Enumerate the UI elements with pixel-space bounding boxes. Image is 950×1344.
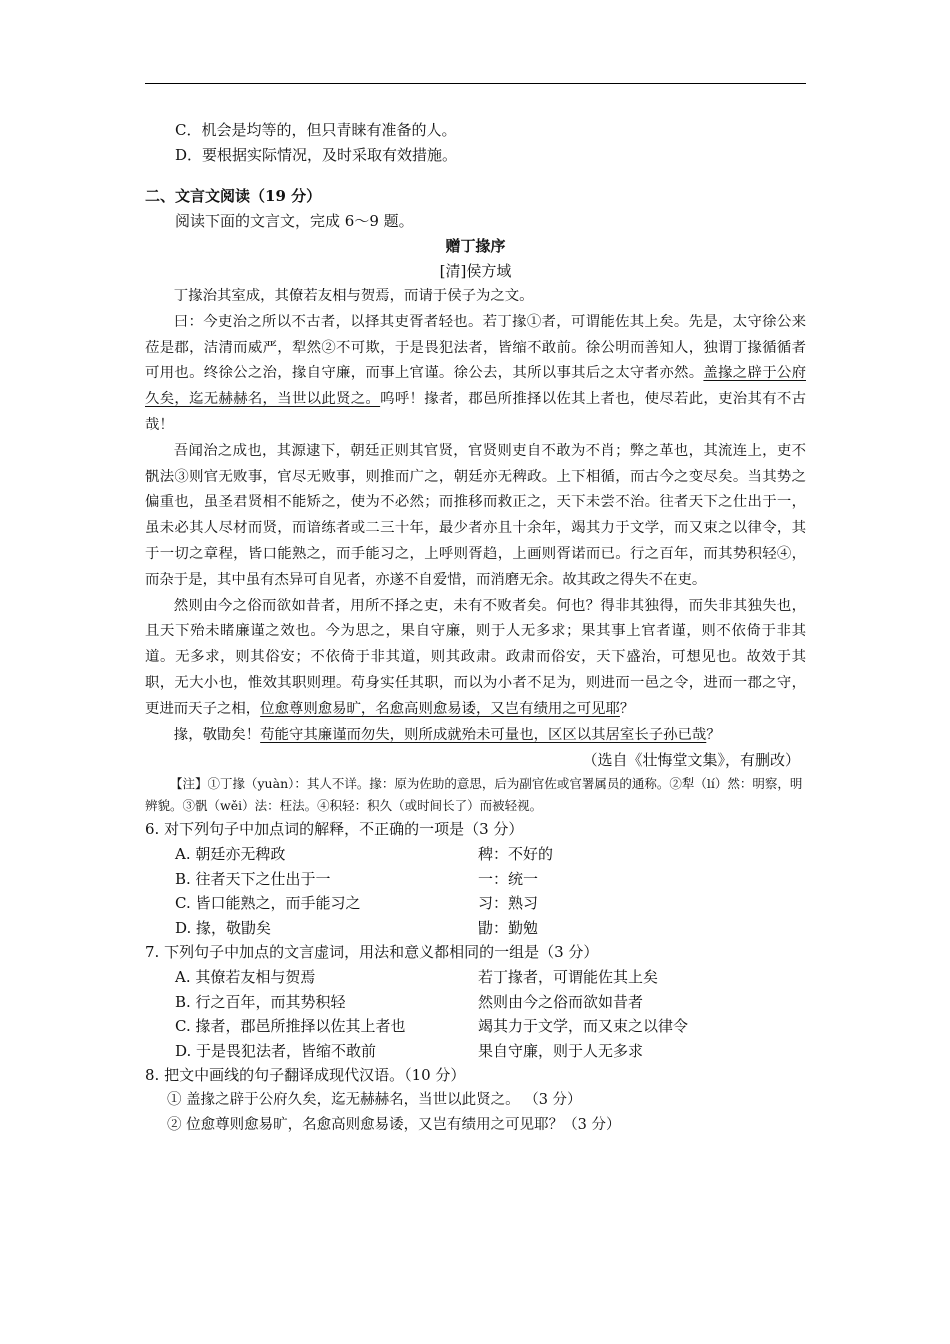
option-right: 然则由今之俗而欲如昔者 bbox=[478, 992, 644, 1011]
question-7-stem: 7. 下列句子中加点的文言虚词，用法和意义都相同的一组是（3 分） bbox=[145, 943, 599, 962]
option-left: D. 于是畏犯法者，皆缩不敢前 bbox=[175, 1041, 377, 1060]
passage-paragraph-5 bbox=[145, 723, 806, 749]
section-heading: 二、文言文阅读（19 分） bbox=[145, 187, 322, 205]
passage-paragraph-2 bbox=[145, 310, 806, 439]
passage-source: （选自《壮悔堂文集》，有删改） bbox=[582, 751, 800, 770]
passage-text: ？ bbox=[619, 700, 635, 717]
underlined-sentence-2: 位愈尊则愈易旷，名愈高则愈易诿，又岂有绩用之可见耶 bbox=[260, 700, 620, 717]
underlined-sentence-3: 苟能守其廉谨而勿失，则所成就殆未可量也，区区以其居室长子孙已哉 bbox=[260, 726, 707, 743]
question-6-option-b bbox=[145, 867, 806, 892]
option-d: D．要根据实际情况，及时采取有效措施。 bbox=[175, 146, 458, 164]
option-left: D. 掾，敬勖矣 bbox=[175, 918, 272, 937]
option-c: C．机会是均等的，但只青睐有准备的人。 bbox=[175, 121, 457, 139]
passage-paragraph-4 bbox=[145, 594, 806, 723]
passage-body bbox=[145, 284, 806, 748]
option-right: 一：统一 bbox=[478, 869, 539, 888]
option-right: 习：熟习 bbox=[478, 894, 539, 913]
option-right: 竭其力于文学，而又束之以律令 bbox=[478, 1017, 689, 1036]
option-left: A. 其僚若友相与贺焉 bbox=[175, 968, 316, 987]
question-8-stem: 8. 把文中画线的句子翻译成现代汉语。（10 分） bbox=[145, 1066, 466, 1085]
question-8-item-1: ① 盖掾之辟于公府久矣，迄无赫赫名，当世以此贤之。 （3 分） bbox=[167, 1092, 582, 1109]
underlined-sentence-1: 盖掾之辟于公府久矣，迄无赫赫名，当世以此贤之。 bbox=[145, 365, 806, 408]
option-left: B. 往者天下之仕出于一 bbox=[175, 869, 331, 888]
passage-paragraph-1: 丁掾治其室成，其僚若友相与贺焉，而请于侯子为之文。 bbox=[173, 288, 534, 304]
passage-text: 掾，敬勖矣！ bbox=[173, 726, 261, 743]
question-8-item-2: ② 位愈尊则愈易旷，名愈高则愈易诿，又岂有绩用之可见耶？（3 分） bbox=[167, 1117, 621, 1134]
passage-title: 赠丁掾序 bbox=[445, 237, 506, 255]
option-left: C. 掾者，郡邑所推择以佐其上者也 bbox=[175, 1017, 406, 1036]
section-instruction: 阅读下面的文言文，完成 6～9 题。 bbox=[175, 212, 414, 230]
option-left: B. 行之百年，而其势积轻 bbox=[175, 992, 346, 1011]
question-7-option-a bbox=[145, 965, 806, 990]
option-right: 勖：勤勉 bbox=[478, 918, 539, 937]
passage-text: ？ bbox=[706, 726, 721, 743]
passage-author: [清]侯方域 bbox=[439, 262, 512, 280]
question-7-option-d bbox=[145, 1039, 806, 1064]
option-left: A. 朝廷亦无稗政 bbox=[175, 845, 286, 864]
question-6-stem: 6. 对下列句子中加点词的解释，不正确的一项是（3 分） bbox=[145, 820, 524, 839]
header-rule bbox=[145, 83, 806, 84]
option-left: C. 皆口能熟之，而手能习之 bbox=[175, 894, 361, 913]
passage-text: 然则由今之俗而欲如昔者，用所不择之吏，未有不败者矣。何也？得非其独得，而失非其独失也，且天下殆未睹廉谨之效也。今为思之，果自守廉，则于人无多求；果其事上官者谨，则不依倚于非其道。无多求，则其俗安；不依倚于非其道，则其政肃。政肃而俗安，天下盛治，可想见也。故效于其职，无大小也，惟效其职则理。苟身实任其职，而以为小者不足为，则进而一邑之令，进而一郡之守，更进而天子之相， bbox=[145, 597, 806, 717]
passage-text: 曰：今吏治之所以不古者，以择其吏胥者轻也。若丁掾①者，可谓能佐其上矣。先是，太守徐公来莅是郡，洁清而威严，犁然②不可欺，于是畏犯法者，皆缩不敢前。徐公明而善知人，独谓丁掾循循者可用也。终徐公之治，掾自守廉，而事上官谨。徐公去，其所以事其后之太守者亦然。 bbox=[145, 313, 806, 382]
question-6-option-a bbox=[145, 842, 806, 867]
question-6-option-c bbox=[145, 891, 806, 916]
passage-paragraph-3: 吾闻治之成也，其源逮下，朝廷正则其官贤，官贤则吏自不敢为不肖；弊之革也，其流连上，吏不骪法③则官无败事，官尽无败事，则推而广之，朝廷亦无稗政。上下相循，而古今之变尽矣。当其势之偏重也，虽圣君贤相不能矫之，使为不必然；而推移而救正之，天下未尝不治。往者天下之仕出于一，虽未必其人尽材而贤，而谙练者或二三十年，最少者亦且十余年，竭其力于文学，而又束之以律令，其于一切之章程，皆口能熟之，而手能习之，上呼则胥趋，上画则胥诺而已。行之百年，而其势积轻④，而杂于是，其中虽有杰异可自见者，亦遂不自爱惜，而消磨无余。故其政之得失不在吏。 bbox=[145, 442, 806, 588]
question-7-option-c bbox=[145, 1014, 806, 1039]
passage-text: 呜呼！掾者，郡邑所推择以佐其上者也，使尽若此，吏治其有不古哉！ bbox=[145, 391, 806, 433]
passage-note: 【注】①丁掾（yuàn）：其人不详。掾：原为佐助的意思，后为副官佐或官署属员的通称。②犁（lí）然：明察，明辨貌。③骪（wěi）法：枉法。④积轻：积久（或时间长了）而被轻视。 bbox=[145, 776, 803, 814]
option-right: 果自守廉，则于人无多求 bbox=[478, 1041, 644, 1060]
question-7-option-b bbox=[145, 990, 806, 1015]
option-right: 稗：不好的 bbox=[478, 845, 554, 864]
question-6-option-d bbox=[145, 916, 806, 941]
exam-page bbox=[145, 118, 806, 1138]
option-right: 若丁掾者，可谓能佐其上矣 bbox=[478, 968, 659, 987]
